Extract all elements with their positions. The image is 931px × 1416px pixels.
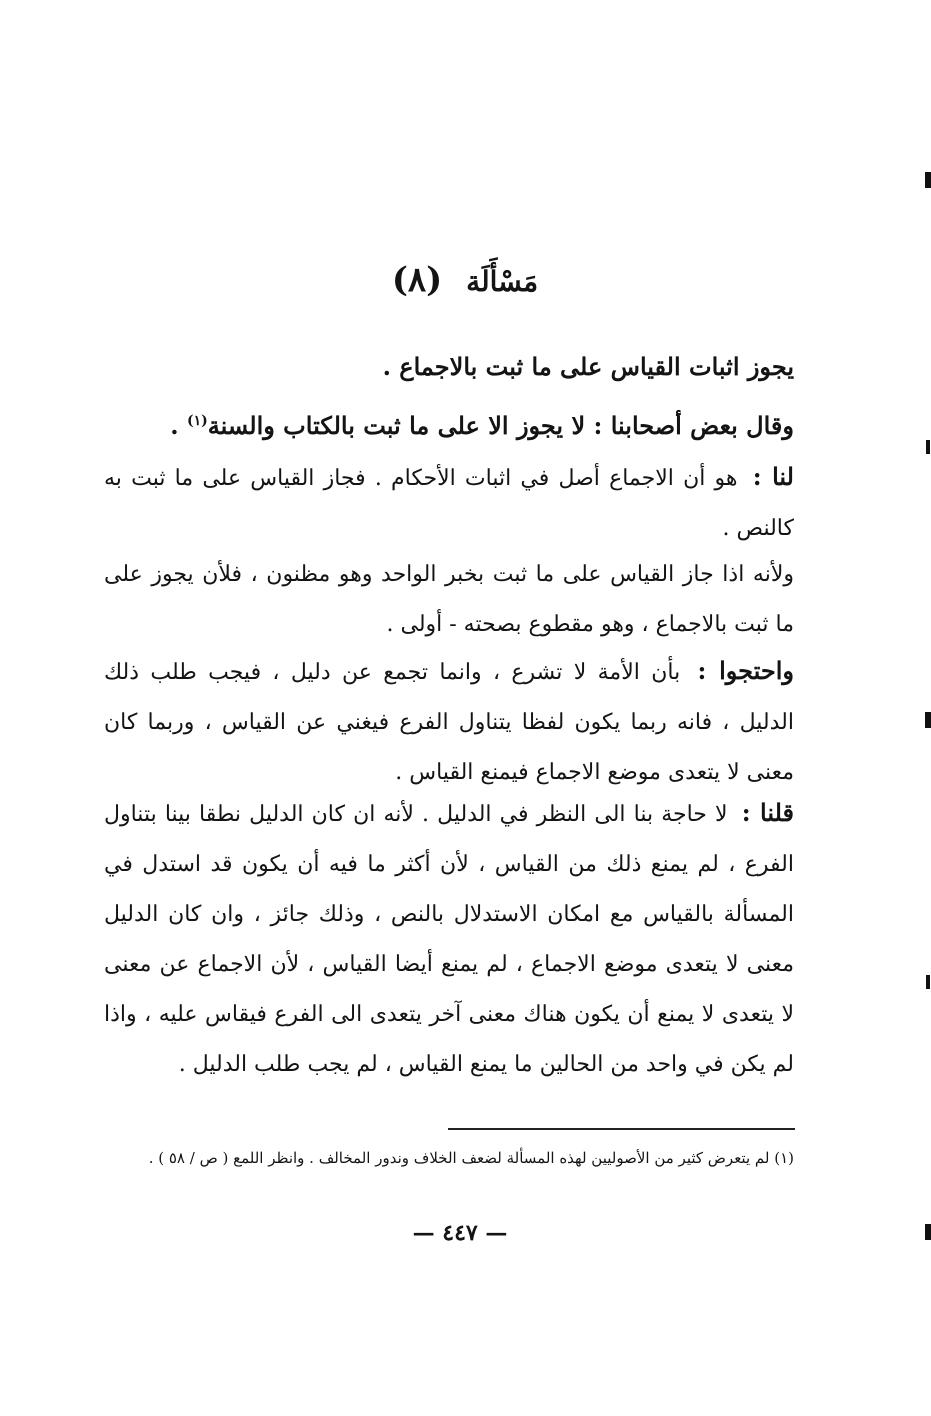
section-heading xyxy=(300,252,630,308)
paragraph-text-qulna: لا حاجة بنا الى النظر في الدليل . لأنه ان كان الدليل نطقا بينا بتناول الفرع ، لم يمنع ذلك من القياس ، لأن أكثر ما فيه أن يكون قد استدل في المسألة بالقياس مع امكان الاستدلال بالنص ، وذلك جائز ، وان كان الدليل معنى لا يتعدى موضع الاجماع ، لم يمنع أيضا القياس ، لأن الاجماع عن معنى لا يتعدى لا يمنع أن يكون هناك معنى آخر يتعدى الى الفرع فيقاس عليه ، واذا لم يكن في واحد من الحالين ما يمنع القياس ، لم يجب طلب الدليل . xyxy=(104,802,794,1077)
heading-number: (٨) xyxy=(391,260,443,300)
edge-mark-bottom xyxy=(925,1224,931,1240)
footnote-ref[interactable]: (١) xyxy=(186,413,208,429)
paragraph-text-walianna: ولأنه اذا جاز القياس على ما ثبت بخبر الواحد وهو مظنون ، فلأن يجوز على ما ثبت بالاجماع ، وهو مقطوع بصحته - أولى . xyxy=(104,562,794,637)
edge-mark-top xyxy=(925,172,931,188)
edge-mark-lower xyxy=(926,975,930,989)
thesis-text: يجوز اثبات القياس على ما ثبت بالاجماع . xyxy=(382,352,794,381)
edge-mark-middle xyxy=(925,712,931,728)
paragraph-ihtajju xyxy=(104,646,794,798)
heading-word: مَسْأَلَة xyxy=(466,265,539,298)
footnote-separator xyxy=(448,1128,795,1130)
paragraph-text-lana: هو أن الاجماع أصل في اثبات الأحكام . فجاز القياس على ما ثبت به كالنص . xyxy=(104,466,794,541)
paragraph-qulna xyxy=(104,788,794,1090)
opposing-end: . xyxy=(170,411,187,440)
page-number: — ٤٤٧ — xyxy=(412,1220,508,1246)
thesis-statement xyxy=(383,342,794,392)
opposing-text: وقال بعض أصحابنا : لا يجوز الا على ما ثبت بالكتاب والسنة xyxy=(207,411,794,440)
paragraph-lead-qulna: قلنا : xyxy=(741,798,794,827)
edge-mark-upper xyxy=(926,440,930,454)
paragraph-text-ihtajju: بأن الأمة لا تشرع ، وانما تجمع عن دليل ، فيجب طلب ذلك الدليل ، فانه ربما يكون لفظا يتناول الفرع فيغني عن القياس ، وربما كان معنى لا يتعدى موضع الاجماع فيمنع القياس . xyxy=(104,660,794,785)
paragraph-lead-lana: لنا : xyxy=(752,462,794,491)
footnote-text: (١) لم يتعرض كثير من الأصوليين لهذه المسألة لضعف الخلاف وندور المخالف . وانظر اللمع ( ص / ٥٨ ) . xyxy=(148,1149,794,1167)
paragraph-walianna xyxy=(104,550,794,650)
opposing-view xyxy=(170,396,794,451)
paragraph-lead-ihtajju: واحتجوا : xyxy=(697,656,795,685)
paragraph-lana xyxy=(104,452,794,554)
footnote xyxy=(104,1142,794,1174)
